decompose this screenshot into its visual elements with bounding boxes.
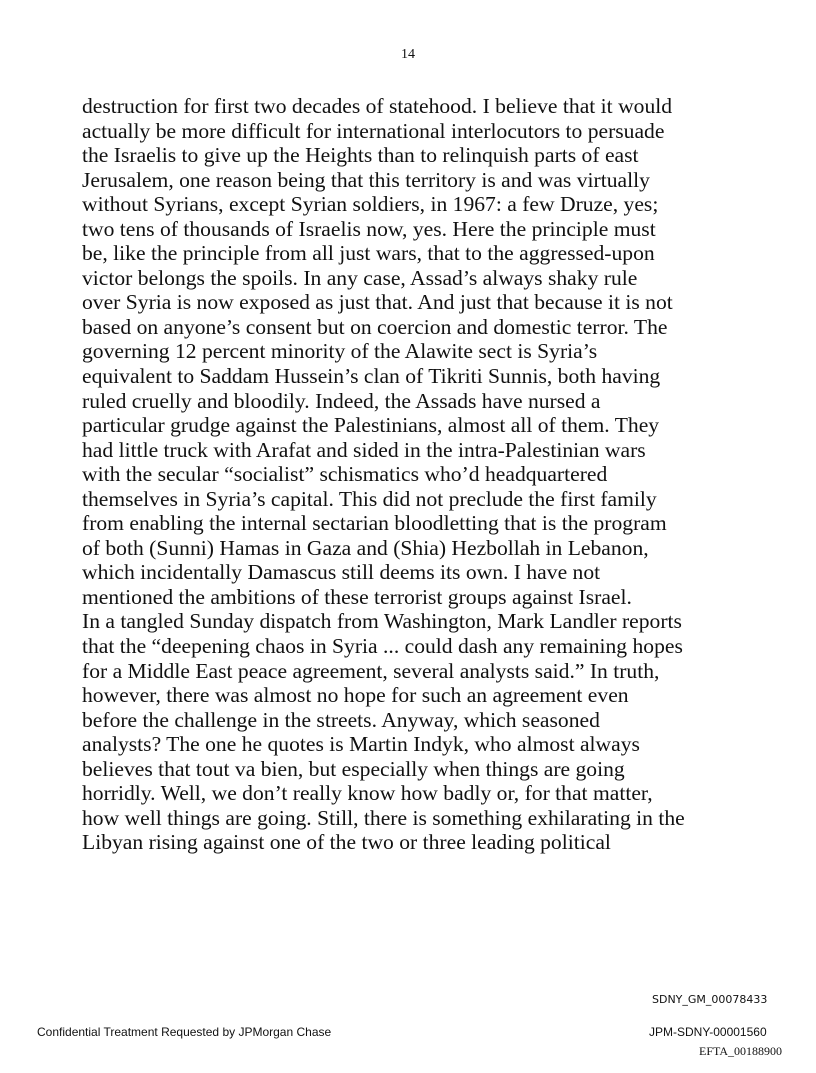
- text-line: In a tangled Sunday dispatch from Washington, Mark Landler reports: [82, 609, 682, 634]
- text-line: with the secular “socialist” schismatics who’d headquartered: [82, 462, 608, 487]
- text-line: Libyan rising against one of the two or three leading political: [82, 830, 611, 855]
- text-line: of both (Sunni) Hamas in Gaza and (Shia) Hezbollah in Lebanon,: [82, 535, 649, 560]
- text-line: particular grudge against the Palestinians, almost all of them. They: [82, 413, 660, 438]
- text-line: themselves in Syria’s capital. This did not preclude the first family: [82, 486, 657, 511]
- bates-number-gm: SDNY_GM_00078433: [652, 993, 768, 1006]
- text-line: based on anyone’s consent but on coercion and domestic terror. The: [82, 314, 668, 339]
- text-line: equivalent to Saddam Hussein’s clan of Tikriti Sunnis, both having: [82, 364, 661, 389]
- text-line: over Syria is now exposed as just that. And just that because it is not: [82, 290, 673, 315]
- bates-number-jpm: JPM-SDNY-00001560: [649, 1025, 767, 1039]
- text-line: two tens of thousands of Israelis now, yes. Here the principle must: [82, 216, 656, 241]
- body-text: [82, 94, 782, 855]
- text-line: destruction for first two decades of statehood. I believe that it would: [82, 94, 673, 118]
- text-line: Jerusalem, one reason being that this territory is and was virtually: [82, 167, 650, 192]
- text-line: without Syrians, except Syrian soldiers, in 1967: a few Druze, yes;: [82, 192, 659, 217]
- text-line: believes that tout va bien, but especially when things are going: [82, 756, 625, 781]
- text-line: analysts? The one he quotes is Martin Indyk, who almost always: [82, 732, 640, 757]
- text-line: which incidentally Damascus still deems its own. I have not: [82, 560, 601, 585]
- text-line: governing 12 percent minority of the Alawite sect is Syria’s: [82, 339, 598, 364]
- text-line: mentioned the ambitions of these terrorist groups against Israel.: [82, 584, 632, 609]
- text-line: horridly. Well, we don’t really know how badly or, for that matter,: [82, 781, 653, 806]
- text-line: ruled cruelly and bloodily. Indeed, the Assads have nursed a: [82, 388, 601, 413]
- text-line: victor belongs the spoils. In any case, Assad’s always shaky rule: [82, 265, 638, 290]
- text-line: actually be more difficult for international interlocutors to persuade: [82, 118, 665, 143]
- text-line: the Israelis to give up the Heights than to relinquish parts of east: [82, 143, 639, 168]
- text-line: before the challenge in the streets. Anyway, which seasoned: [82, 707, 600, 732]
- text-line: from enabling the internal sectarian bloodletting that is the program: [82, 511, 667, 536]
- text-line: that the “deepening chaos in Syria ... could dash any remaining hopes: [82, 634, 683, 659]
- text-line: how well things are going. Still, there is something exhilarating in the: [82, 805, 685, 830]
- efta-number: EFTA_00188900: [699, 1044, 783, 1058]
- text-line: however, there was almost no hope for such an agreement even: [82, 683, 629, 708]
- text-line: be, like the principle from all just wars, that to the aggressed-upon: [82, 241, 655, 266]
- page-number: 14: [401, 47, 415, 62]
- confidential-notice: Confidential Treatment Requested by JPMorgan Chase: [37, 1025, 332, 1039]
- text-line: for a Middle East peace agreement, several analysts said.” In truth,: [82, 658, 660, 683]
- text-line: had little truck with Arafat and sided in the intra-Palestinian wars: [82, 437, 646, 462]
